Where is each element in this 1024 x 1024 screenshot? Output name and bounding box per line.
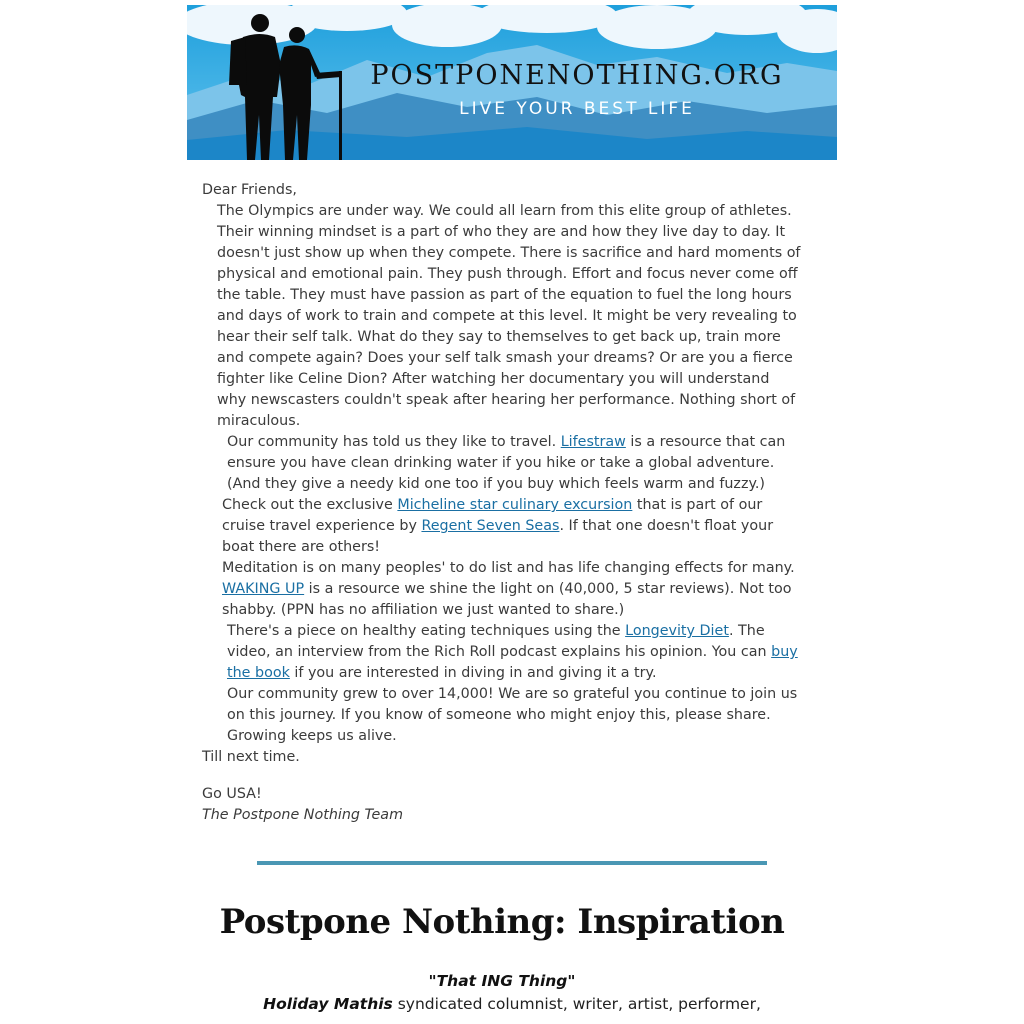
paragraph-text: that is part of our cruise travel experience by	[222, 497, 763, 534]
paragraph-text: . The video, an interview from the Rich Roll podcast explains his opinion. You can	[227, 623, 772, 660]
paragraph-text: There's a piece on healthy eating techniques using the	[227, 623, 626, 639]
greeting: Dear Friends,	[202, 182, 297, 198]
brand-tagline: LIVE YOUR BEST LIFE	[459, 99, 695, 119]
paragraph-meditation	[202, 558, 802, 621]
letter-body	[202, 180, 802, 826]
paragraph-text: Check out the exclusive	[222, 497, 398, 513]
paragraph-text: is a resource that can ensure you have clean drinking water if you hike or take a global adventure. (And they give a needy kid one too if you buy which feels warm and fuzzy.)	[227, 434, 786, 492]
brand-title: POSTPONENOTHING.ORG	[370, 60, 784, 91]
paragraph-text: Our community has told us they like to travel.	[227, 434, 561, 450]
author-description: syndicated columnist, writer, artist, performer,	[392, 995, 761, 1013]
buy-the-book-link[interactable]: buy the book	[227, 644, 798, 681]
lifestraw-link[interactable]: Lifestraw	[560, 434, 626, 450]
quote-title: "That ING Thing"	[428, 972, 576, 990]
paragraph-community: Our community grew to over 14,000! We are so grateful you continue to join us on this journey. If you know of someone who might enjoy this, please share. Growing keeps us alive.	[227, 686, 798, 744]
paragraph-text: if you are interested in diving in and giving it a try.	[289, 665, 657, 681]
regent-seven-seas-link[interactable]: Regent Seven Seas	[421, 518, 560, 534]
waking-up-link[interactable]: WAKING UP	[222, 581, 305, 597]
author-intro	[232, 994, 792, 1015]
paragraph-text: is a resource we shine the light on (40,000, 5 star reviews). Not too shabby. (PPN has no affiliation we just wanted to share.)	[222, 581, 792, 618]
author-name: Holiday Mathis	[263, 995, 393, 1013]
section-divider	[257, 861, 767, 865]
spacer	[202, 768, 802, 784]
longevity-diet-link[interactable]: Longevity Diet	[625, 623, 729, 639]
paragraph-travel	[202, 432, 802, 495]
signature-team: The Postpone Nothing Team	[202, 807, 403, 823]
culinary-excursion-link[interactable]: Micheline star culinary excursion	[397, 497, 633, 513]
header-banner	[187, 5, 837, 160]
paragraph-olympics: The Olympics are under way. We could all learn from this elite group of athletes. Their winning mindset is a part of who they are and how they live day to day. It doesn't just show up when they compete. There is sacrifice and hard moments of physical and emotional pain. They push through. Effort and focus never come off the table. They must have passion as part of the equation to fuel the long hours and days of work to train and compete at this level. It might be very revealing to hear their self talk. What do they say to themselves to get back up, train more and compete again? Does your self talk smash your dreams? Or are you a fierce fighter like Celine Dion? After watching her documentary you will understand why newscasters couldn't speak after hearing her performance. Nothing short of miraculous.	[217, 203, 801, 429]
paragraph-cruise	[202, 495, 802, 558]
closing-line: Till next time.	[202, 749, 300, 765]
signoff: Go USA!	[202, 786, 262, 802]
paragraph-text: . If that one doesn't float your boat there are others!	[222, 518, 774, 555]
paragraph-longevity	[202, 621, 802, 684]
paragraph-text: Meditation is on many peoples' to do list and has life changing effects for many.	[222, 560, 795, 576]
section-title: Postpone Nothing: Inspiration	[219, 902, 785, 942]
